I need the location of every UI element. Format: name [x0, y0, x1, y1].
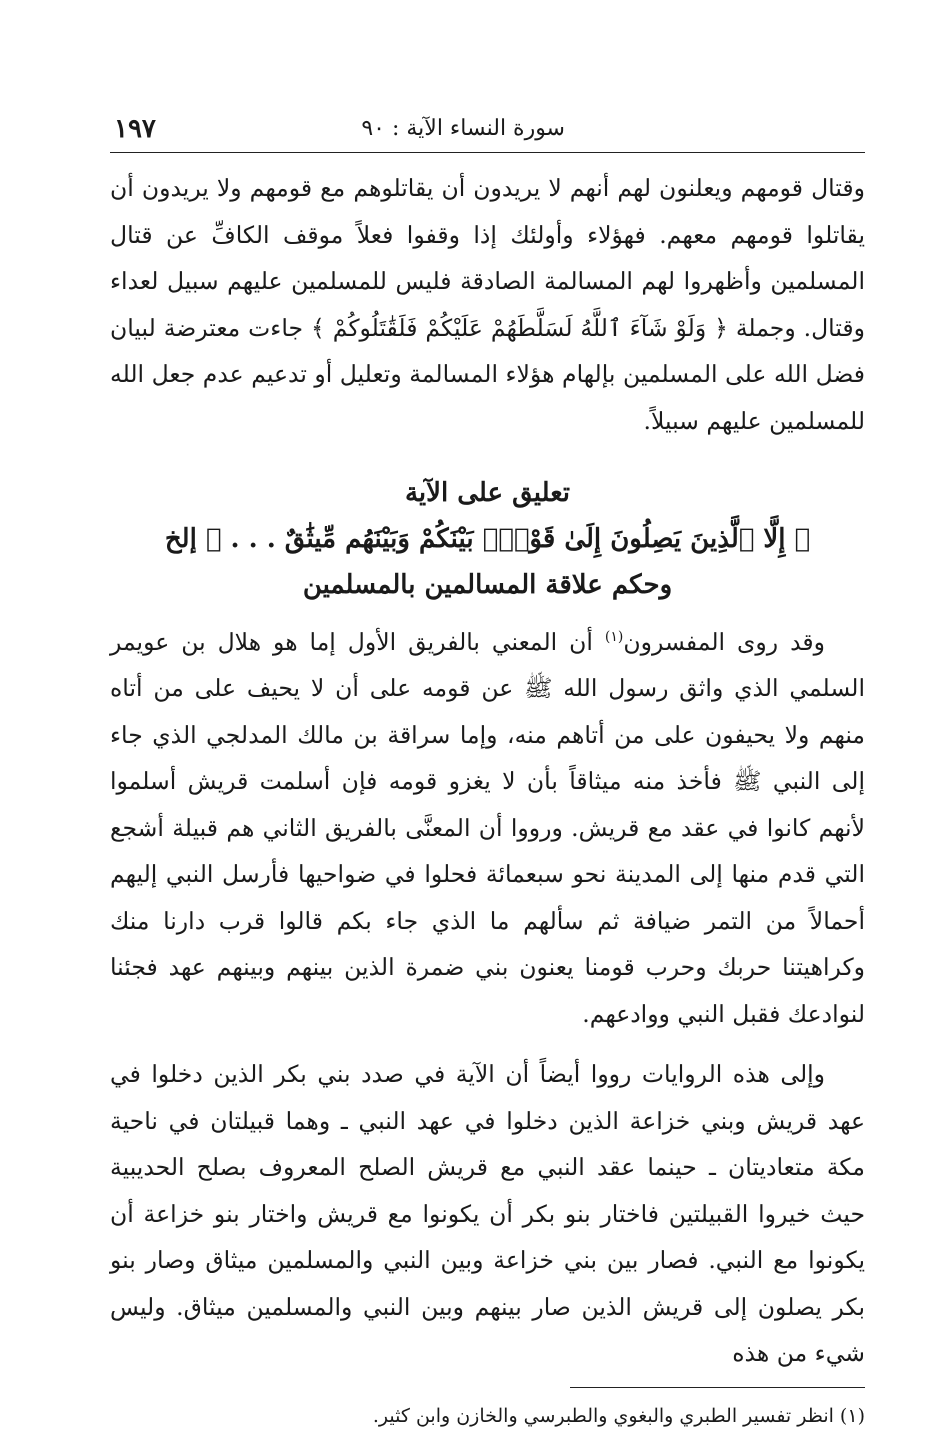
- paragraph-2-start: وقد روى المفسرون: [623, 627, 825, 656]
- section-ayah-title: ﴿ إِلَّا ٱلَّذِينَ يَصِلُونَ إِلَىٰ قَوْمٍۭ بَيْنَكُمْ وَبَيْنَهُم مِّيثَٰقٌ . . . ﴾ إلخ: [164, 524, 811, 554]
- paragraph-2: [110, 614, 865, 1037]
- paragraph-2-rest: أن المعني بالفريق الأول إما هو هلال بن عويمر السلمي الذي واثق رسول الله ﷺ عن قومه على أن لا يحيف على من أتاه منهم ولا يحيفون على من أتاهم منه، وإما سراقة بن مالك المدلجي الذي جاء إلى النبي ﷺ فأخذ منه ميثاقاً بأن لا يغزو قومه فإن أسلمت قريش أسلموا لأنهم كانوا في عقد مع قريش. ورووا أن المعنَّى بالفريق الثاني هم قبيلة أشجع التي قدم منها إلى المدينة نحو سبعمائة فحلوا في ضواحيها فأرسل النبي إليهم أحمالاً من التمر ضيافة ثم سألهم ما الذي جاء بكم قالوا قرب دارنا منك وكراهيتنا حربك وحرب قومنا يعنون بني ضمرة الذين بينهم وبينهم عهد فجئنا لنوادعك فقبل النبي ووادعهم.: [110, 627, 865, 1028]
- footnote-marker: (١): [604, 629, 624, 645]
- section-subtitle: وحكم علاقة المسالمين بالمسلمين: [302, 570, 673, 600]
- paragraph-3: وإلى هذه الروايات رووا أيضاً أن الآية في صدد بني بكر الذين دخلوا في عهد قريش وبني خزاعة الذين دخلوا في عهد النبي ـ وهما قبيلتان في ناحية مكة متعاديتان ـ حينما عقد النبي مع قريش الصلح المعروف بصلح الحديبية حيث خيروا القبيلتين فاختار بنو بكر أن يكونوا مع قريش واختار بنو خزاعة أن يكونوا مع النبي. فصار بين بني خزاعة وبين النبي والمسلمين ميثاق وصار بنو بكر يصلون إلى قريش الذين صار بينهم وبين النبي والمسلمين ميثاق. وليس شيء من هذه: [110, 1060, 865, 1368]
- page-number: ١٩٧: [114, 114, 156, 144]
- surah-reference: سورة النساء الآية : ٩٠: [361, 116, 565, 141]
- book-page: [110, 112, 865, 1427]
- footnote-divider: [570, 1387, 865, 1388]
- section-title: تعليق على الآية: [404, 478, 571, 508]
- paragraph-1: وقتال قومهم ويعلنون لهم أنهم لا يريدون أن يقاتلوهم مع قومهم ولا يريدون أن يقاتلوا قومهم معهم. فهؤلاء وأولئك إذا وقفوا فعلاً موقف الكافِّ عن قتال المسلمين وأظهروا لهم المسالمة الصادقة فليس للمسلمين عليهم سبيل لعداء وقتال. وجملة ﴿ وَلَوْ شَآءَ ٱللَّهُ لَسَلَّطَهُمْ عَلَيْكُمْ فَلَقَٰتَلُوكُمْ ﴾ جاءت معترضة لبيان فضل الله على المسلمين بإلهام هؤلاء المسالمة وتعليل أو تدعيم عدم جعل الله للمسلمين عليهم سبيلاً.: [110, 174, 865, 435]
- footnote: (١) انظر تفسير الطبري والبغوي والطبرسي والخازن وابن كثير.: [372, 1404, 865, 1427]
- page-header: [110, 112, 865, 153]
